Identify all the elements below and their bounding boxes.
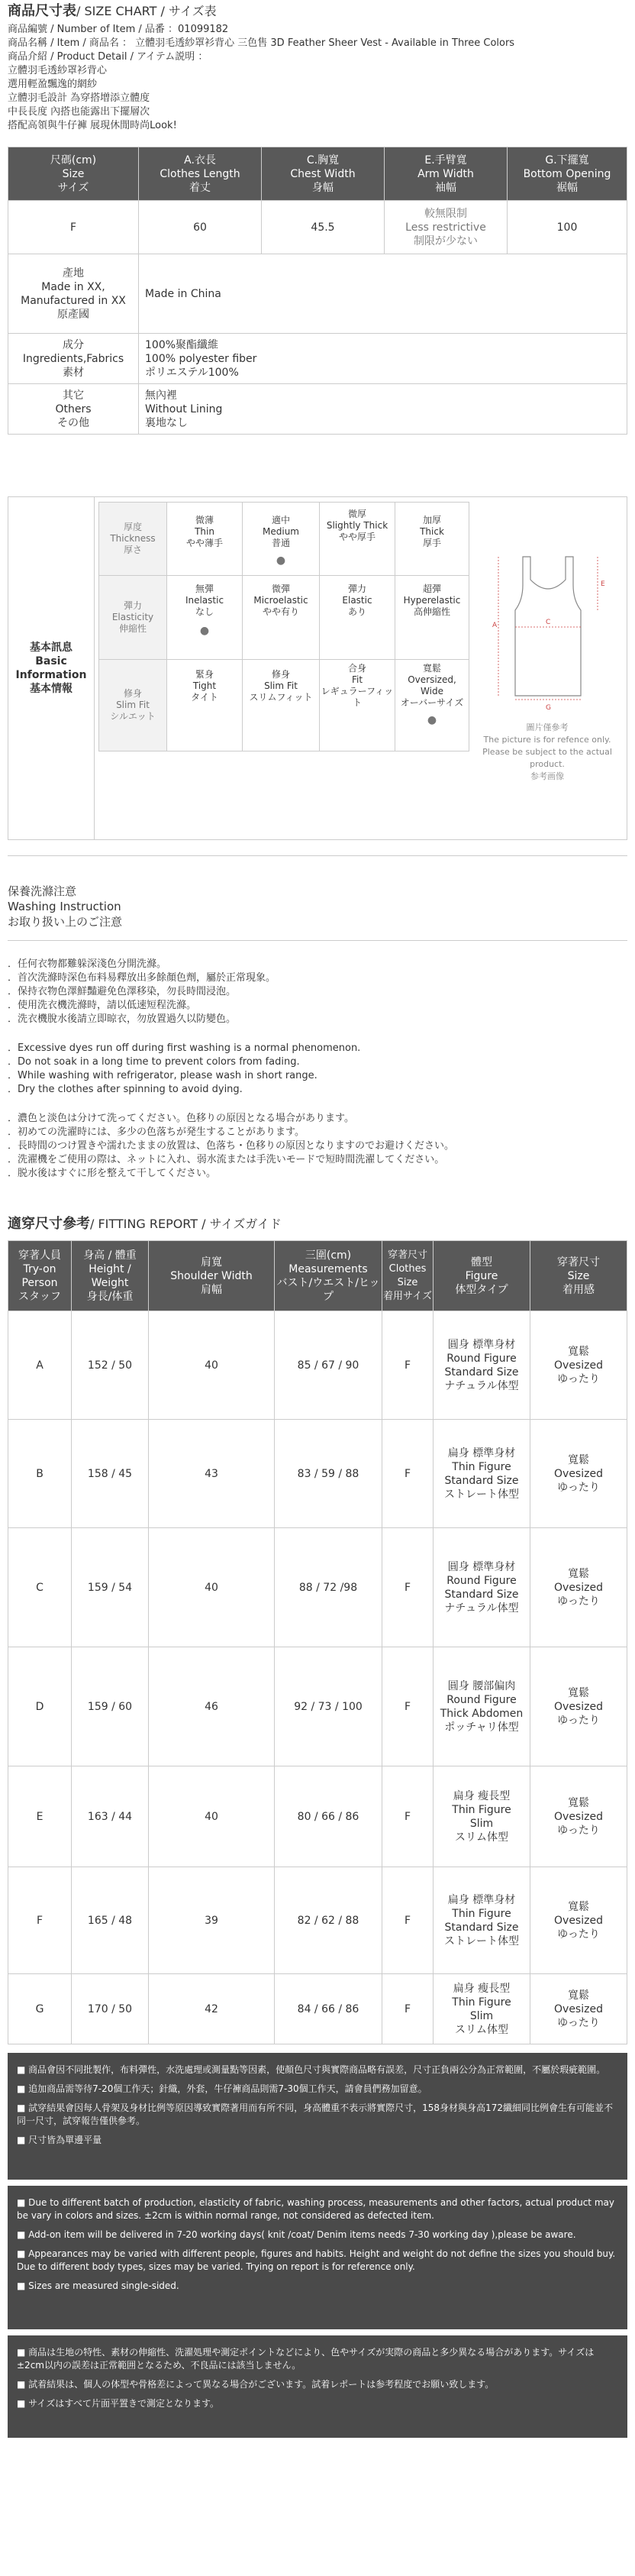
fit-cell: 寬鬆 Ovesized ゆったり xyxy=(530,1528,627,1647)
height-weight-cell: 152 / 50 xyxy=(72,1311,149,1420)
measurements-cell: 88 / 72 /98 xyxy=(275,1528,382,1647)
height-weight-cell: 158 / 45 xyxy=(72,1420,149,1528)
chest-value: 45.5 xyxy=(262,201,385,254)
thickness-thin: 微薄 Thin やや薄手 xyxy=(167,503,243,576)
figure-cell: 扁身 標準身材 Thin Figure Standard Size ストレート体型 xyxy=(434,1867,530,1974)
origin-label: 產地 Made in XX, Manufactured in XX 原產國 xyxy=(8,254,139,334)
product-header xyxy=(8,3,627,133)
tryon-header: 穿著人員 Try-on Person スタッフ xyxy=(8,1241,72,1311)
size-chart-title-rest: / SIZE CHART / サイズ表 xyxy=(76,4,217,18)
shoulder-cell: 46 xyxy=(149,1647,275,1766)
thickness-slightly-thick: 微厚 Slightly Thick やや厚手 xyxy=(320,503,395,576)
svg-text:C: C xyxy=(546,619,551,626)
elasticity-inelastic: 無彈 Inelastic なし ● xyxy=(167,576,243,660)
person-cell: C xyxy=(8,1528,72,1647)
shoulder-cell: 40 xyxy=(149,1528,275,1647)
clothes-size-header: 穿著尺寸 Clothes Size 着用サイズ xyxy=(382,1241,434,1311)
thickness-label: 厚度 Thickness 厚さ xyxy=(99,503,167,576)
shoulder-cell: 42 xyxy=(149,1974,275,2044)
measurements-cell: 85 / 67 / 90 xyxy=(275,1311,382,1420)
person-cell: A xyxy=(8,1311,72,1420)
figure-cell: 圓身 腰部偏肉 Round Figure Thick Abdomen ポッチャリ体型 xyxy=(434,1647,530,1766)
size-cell: F xyxy=(382,1647,434,1766)
shoulder-header: 肩寬 Shoulder Width 肩幅 xyxy=(149,1241,275,1311)
person-cell: G xyxy=(8,1974,72,2044)
notes-ja: ■ 商品は生地の特性、素材の伸縮性、洗濯処理や測定ポイントなどにより、色やサイズが実際の商品と多少異なる場合があります。サイズは±2cm以内の誤差は正常範囲となるため、不良品には該当しません。 ■ 試着結果は、個人の体型や骨格差によって異なる場合がございます。試着レポートは参考程度でお願い致します。 ■ サイズはすべて片面平置きで測定となります。 xyxy=(8,2335,627,2438)
length-header: A.衣長 Clothes Length 着丈 xyxy=(139,147,262,201)
detail-line: 選用輕盈飄逸的網紗 xyxy=(8,79,98,90)
svg-text:E: E xyxy=(601,580,605,588)
chest-header: C.胸寬 Chest Width 身幅 xyxy=(262,147,385,201)
elasticity-label: 彈力 Elasticity 伸縮性 xyxy=(99,576,167,660)
fit-cell: 寬鬆 Ovesized ゆったり xyxy=(530,1766,627,1867)
measurements-cell: 80 / 66 / 86 xyxy=(275,1766,382,1867)
item-number: 商品編號 / Number of Item / 品番 ：01099182 xyxy=(8,24,229,35)
detail-line: 立體羽毛設計 為穿搭增添立體度 xyxy=(8,92,150,104)
table-row xyxy=(8,1647,627,1766)
garment-diagram xyxy=(475,543,620,719)
washing-en: ．Excessive dyes run off during first washing is a normal phenomenon. ．Do not soak in a long time to prevent colors from fading. ．While washing with refrigerator, please wash in short range. ．Dry the clothes after spinning to avoid dying. xyxy=(8,1042,361,1095)
fit-tight: 緊身 Tight タイト xyxy=(167,660,243,751)
others-row xyxy=(8,384,627,435)
figure-cell: 圓身 標準身材 Round Figure Standard Size ナチュラル体型 xyxy=(434,1311,530,1420)
table-row xyxy=(8,1528,627,1647)
detail-line: 搭配高領與牛仔褲 展現休閒時尚Look! xyxy=(8,120,177,131)
product-detail-label: 商品介紹 / Product Detail / アイテム説明 ： xyxy=(8,51,208,63)
fit-cell: 寬鬆 Ovesized ゆったり xyxy=(530,1867,627,1974)
figure-cell: 扁身 標準身材 Thin Figure Standard Size ストレート体型 xyxy=(434,1420,530,1528)
size-cell: F xyxy=(382,1528,434,1647)
size-header: 尺碼(cm) Size サイズ xyxy=(8,147,139,201)
person-cell: B xyxy=(8,1420,72,1528)
bottom-value: 100 xyxy=(508,201,627,254)
fit-cell: 寬鬆 Ovesized ゆったり xyxy=(530,1974,627,2044)
figure-cell: 扁身 瘦長型 Thin Figure Slim スリム体型 xyxy=(434,1974,530,2044)
figure-cell: 扁身 瘦長型 Thin Figure Slim スリム体型 xyxy=(434,1766,530,1867)
basic-info-label: 基本訊息 Basic Information 基本情報 xyxy=(8,497,95,839)
fit-regular: 合身 Fit レギュラーフィット xyxy=(320,660,395,751)
fit-row xyxy=(99,660,469,751)
fit-cell: 寬鬆 Ovesized ゆったり xyxy=(530,1647,627,1766)
fabric-value: 100%聚酯纖維 100% polyester fiber ポリエステル100% xyxy=(139,334,627,384)
person-cell: E xyxy=(8,1766,72,1867)
selected-dot: ● xyxy=(427,714,437,726)
height-weight-cell: 165 / 48 xyxy=(72,1867,149,1974)
arm-value: 較無限制 Less restrictive 制限が少ない xyxy=(385,201,508,254)
notes-en: ■ Due to different batch of production, elasticity of fabric, washing process, measurements and other factors, actual product may be vary in colors and sizes. ±2cm is within normal range, not considered as defected item. ■ Add-on item will be delivered in 7-20 working days( knit /coat/ Denim items needs 7-30 working day ),please be aware. ■ Appearances may be varied with different people, figures and habits. Height and weight do not define the sizes you should buy. Due to different body types, sizes may be varied. Trying on report is for reference only. ■ Sizes are measured single-sided. xyxy=(8,2186,627,2329)
table-row xyxy=(8,1311,627,1420)
measurements-cell: 83 / 59 / 88 xyxy=(275,1420,382,1528)
washing-title: 保養洗滌注意 Washing Instruction お取り扱い上のご注意 xyxy=(8,884,123,929)
vest-outline-icon xyxy=(475,543,620,719)
thickness-thick: 加厚 Thick 厚手 xyxy=(395,503,469,576)
basic-info xyxy=(8,496,627,840)
selected-dot: ● xyxy=(199,625,210,637)
shoulder-cell: 40 xyxy=(149,1311,275,1420)
table-row xyxy=(8,1420,627,1528)
size-value: F xyxy=(8,201,139,254)
height-weight-cell: 170 / 50 xyxy=(72,1974,149,2044)
elasticity-elastic: 彈力 Elastic あり xyxy=(320,576,395,660)
svg-text:A: A xyxy=(492,622,498,629)
detail-line: 中長長度 內搭也能露出下擺層次 xyxy=(8,106,150,118)
height-header: 身高 / 體重 Height / Weight 身長/体重 xyxy=(72,1241,149,1311)
notes-zh: ■ 商品會因不同批製作，布料彈性，水洗處理或測量點等因素，使顏色尺寸與實際商品略有誤差，尺寸正負兩公分為正常範圍，不屬於瑕疵範圍。 ■ 追加商品需等待7-20個工作天；針織，外套，牛仔褲商品則需7-30個工作天，請會員們務加留意。 ■ 試穿結果會因每人骨架及身材比例等原因導致實際著用而有所不同，身高體重不表示將實際尺寸，158身材與身高172纖細同比例會生有可能並不同一尺寸，試穿報告僅供參考。 ■ 尺寸皆為單邊平量 xyxy=(8,2053,627,2180)
detail-line: 立體羽毛透紗罩衫背心 xyxy=(8,65,108,76)
fit-slim: 修身 Slim Fit スリムフィット xyxy=(243,660,320,751)
table-row xyxy=(8,1867,627,1974)
svg-text:G: G xyxy=(546,704,551,712)
size-chart-title xyxy=(8,3,627,20)
size-table xyxy=(8,147,627,435)
elasticity-hyper: 超彈 Hyperelastic 高伸縮性 xyxy=(395,576,469,660)
shoulder-cell: 39 xyxy=(149,1867,275,1974)
measurements-cell: 84 / 66 / 86 xyxy=(275,1974,382,2044)
figure-cell: 圓身 標準身材 Round Figure Standard Size ナチュラル体型 xyxy=(434,1528,530,1647)
size-cell: F xyxy=(382,1867,434,1974)
height-weight-cell: 159 / 60 xyxy=(72,1647,149,1766)
diagram-caption: 圖片僅參考 The picture is for refence only. Please be subject to the actual product. 参考画像 xyxy=(482,722,612,781)
height-weight-cell: 159 / 54 xyxy=(72,1528,149,1647)
elasticity-row xyxy=(99,576,469,660)
others-label: 其它 Others その他 xyxy=(8,384,139,435)
origin-row xyxy=(8,254,627,334)
washing-instruction xyxy=(8,855,627,1181)
elasticity-micro: 微彈 Microelastic やや有り xyxy=(243,576,320,660)
size-cell: F xyxy=(382,1420,434,1528)
thickness-medium: 適中 Medium 普通 ● xyxy=(243,503,320,576)
thickness-row xyxy=(99,503,469,576)
size-row xyxy=(8,201,627,254)
figure-header: 體型 Figure 体型タイプ xyxy=(434,1241,530,1311)
measurements-header: 三圍(cm) Measurements バスト/ウエスト/ヒップ xyxy=(275,1241,382,1311)
shoulder-cell: 40 xyxy=(149,1766,275,1867)
arm-header: E.手臂寬 Arm Width 袖幅 xyxy=(385,147,508,201)
others-value: 無內裡 Without Lining 裏地なし xyxy=(139,384,627,435)
height-weight-cell: 163 / 44 xyxy=(72,1766,149,1867)
item-name: 商品名稱 / Item / 商品名 ： 立體羽毛透紗罩衫背心 三色售 3D Feather Sheer Vest - Available in Three Colors xyxy=(8,37,515,49)
washing-ja: ．濃色と淡色は分けて洗ってください。色移りの原因となる場合があります。 ．初めての洗濯時には、多少の色落ちが発生することがあります。 ．長時間のつけ置きや濡れたままの放置は、色落ち・色移りの原因となりますのでお避けください。 ．洗濯機をご使用の際は、ネットに入れ、弱水流または手洗いモードで短時間洗濯してください。 ．脱水後はすぐに形を整えて干してください。 xyxy=(8,1113,455,1179)
washing-zh: ．任何衣物都難躲深淺色分開洗滌。 ．首次洗滌時深色布料易釋放出多餘顏色劑，屬於正常現象。 ．保持衣物色澤鮮豔避免色澤移染，勿長時間浸泡。 ．使用洗衣機洗滌時，請以低速短程洗滌。 ．洗衣機脫水後請立即晾衣，勿放置過久以防變色。 xyxy=(8,958,276,1025)
size-cell: F xyxy=(382,1766,434,1867)
fitting-table xyxy=(8,1240,627,2044)
measurements-cell: 92 / 73 / 100 xyxy=(275,1647,382,1766)
person-cell: F xyxy=(8,1867,72,1974)
size-cell: F xyxy=(382,1974,434,2044)
attribute-grid xyxy=(98,502,469,751)
fit-header: 穿著尺寸 Size 着用感 xyxy=(530,1241,627,1311)
selected-dot: ● xyxy=(276,554,286,567)
shoulder-cell: 43 xyxy=(149,1420,275,1528)
fit-oversized: 寬鬆 Oversized, Wide オーバーサイズ ● xyxy=(395,660,469,751)
size-cell: F xyxy=(382,1311,434,1420)
size-chart-title-bold: 商品尺寸表 xyxy=(8,3,76,19)
fitting-title: 適穿尺寸參考/ FITTING REPORT / サイズガイド xyxy=(8,1216,282,1232)
origin-value: Made in China xyxy=(139,254,627,334)
fit-cell: 寬鬆 Ovesized ゆったり xyxy=(530,1420,627,1528)
table-row xyxy=(8,1766,627,1867)
fit-label: 修身 Slim Fit シルエット xyxy=(99,660,167,751)
table-row xyxy=(8,1974,627,2044)
length-value: 60 xyxy=(139,201,262,254)
fabric-label: 成分 Ingredients,Fabrics 素材 xyxy=(8,334,139,384)
measurements-cell: 82 / 62 / 88 xyxy=(275,1867,382,1974)
fit-cell: 寬鬆 Ovesized ゆったり xyxy=(530,1311,627,1420)
bottom-header: G.下擺寬 Bottom Opening 裾幅 xyxy=(508,147,627,201)
fabric-row xyxy=(8,334,627,384)
person-cell: D xyxy=(8,1647,72,1766)
